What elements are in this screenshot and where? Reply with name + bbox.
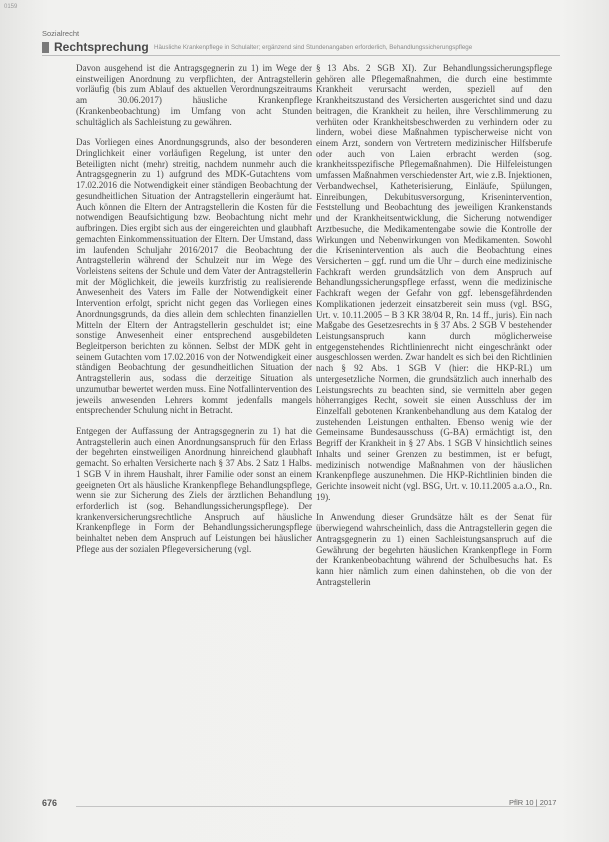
text-column-left <box>76 63 312 779</box>
footer-rule <box>76 806 546 807</box>
header-marker <box>42 42 49 53</box>
paragraph: Das Vorliegen eines Anordnungsgrunds, also der besonderen Dringlichkeit einer vorläufigen Regelung, ist unter den Beteiligten nicht (mehr) streitig, nachdem nunmehr auch die Antragsgegnerin zu 1) aufgrund des MDK-Gutachtens vom 17.02.2016 die Notwendigkeit einer ständigen Beobachtung der gesundheitlichen Situation der Antragstellerin eingeräumt hat. Auch können die Eltern der Antragstellerin die Kosten für die notwendigen Beaufsichtigung bzw. Beobachtung nicht mehr aufbringen. Dies ergibt sich aus der eingereichten und glaubhaft gemachten Einkommenssituation der Eltern. Der Umstand, dass im laufenden Schuljahr 2016/2017 die Beobachtung der Antragstellerin während der Schulzeit nur im Wege des Vorleistens seitens der Schule und dem Vater der Antragstellerin mit der Möglichkeit, die jeweils kurzfristig zu realisierende Anwesenheit des Vaters im Falle der Notwendigkeit einer Intervention erfolgt, spricht nicht gegen das Vorliegen eines Anordnungsgrunds, da dies allein dem schlechten finanziellen Mitteln der Eltern der Antragstellerin geschuldet ist; eine sonstige Anwesenheit einer entsprechend ausgebildeten Begleitperson berichten zu können. Selbst der MDK geht in seinem Gutachten vom 17.02.2016 von der Notwendigkeit einer ständigen Beobachtung der gesundheitlichen Situation der Antragstellerin aus, sodass die derzeitige Situation als unzumutbar bewertet werden muss. Eine Notfallintervention des jeweils anwesenden Lehrers kommt jedenfalls mangels entsprechender Schulung nicht in Betracht. <box>76 137 312 416</box>
paragraph: Davon ausgehend ist die Antragsgegnerin zu 1) im Wege der einstweiligen Anordnung zu verpflichten, der Antragstellerin vorläufig (bis zum Ablauf des aktuellen Verordnungszeitraums am 30.06.2017) häusliche Krankenpflege (Krankenbeobachtung) im Umfang von acht Stunden schultäglich als Sachleistung zu gewähren. <box>76 63 312 127</box>
page-title: Rechtsprechung <box>54 40 149 54</box>
page-subtitle: Häusliche Krankenpflege in Schulalter; ergänzend sind Stundenangaben erforderlich, Behandlungssicherungspflege <box>154 44 473 51</box>
paragraph: Entgegen der Auffassung der Antragsgegnerin zu 1) hat die Antragstellerin auch einen Anordnungsanspruch für den Erlass der begehrten einstweiligen Anordnung hinreichend glaubhaft gemacht. So erhalten Versicherte nach § 37 Abs. 2 Satz 1 Halbs. 1 SGB V in ihrem Haushalt, ihrer Familie oder sonst an einem geeigneten Ort als häusliche Krankenpflege Behandlungspflege, wenn sie zur Sicherung des Ziels der ärztlichen Behandlung erforderlich ist (sog. Behandlungssicherungspflege). Der krankenversicherungsrechtliche Anspruch auf häusliche Krankenpflege in Form der Behandlungssicherungspflege beinhaltet neben dem Anspruch auf Leistungen bei häuslicher Pflege aus der sozialen Pflegeversicherung (vgl. <box>76 426 312 554</box>
text-column-right <box>316 63 552 779</box>
section-label: Sozialrecht <box>42 29 80 38</box>
page-header <box>42 41 560 56</box>
paragraph: § 13 Abs. 2 SGB XI). Zur Behandlungssicherungspflege gehören alle Pflegemaßnahmen, die durch eine bestimmte Krankheit verursacht werden, speziell auf den Krankheitszustand des Versicherten ausgerichtet sind und dazu beitragen, die Krankheit zu heilen, ihre Verschlimmerung zu verhüten oder Krankheitsbeschwerden zu verhindern oder zu lindern, wobei diese Maßnahmen typischerweise nicht von einem Arzt, sondern von Vertretern medizinischer Hilfsberufe oder auch von Laien erbracht werden (sog. krankheitsspezifische Pflegemaßnahmen). Die Hilfeleistungen umfassen Maßnahmen verschiedenster Art, wie z.B. Injektionen, Verbandwechsel, Katheterisierung, Einläufe, Spülungen, Einreibungen, Dekubitusversorgung, Krisenintervention, Feststellung und Beobachtung des jeweiligen Krankenstands und der Krankheitsentwicklung, die Sicherung notwendiger Arztbesuche, die Medikamentengabe sowie die Kontrolle der Wirkungen und Nebenwirkungen von Medikamenten. Sowohl die Krisenintervention als auch die Beobachtung eines Versicherten – ggf. rund um die Uhr – durch eine medizinische Fachkraft werden grundsätzlich von dem Anspruch auf Behandlungssicherungspflege erfasst, wenn die medizinische Fachkraft wegen der Gefahr von ggf. lebensgefährdenden Komplikationen jederzeit einsatzbereit sein muss (vgl. BSG, Urt. v. 10.11.2005 – B 3 KR 38/04 R, Rn. 14 ff., juris). Ein nach Maßgabe des Gesetzesrechts in § 37 Abs. 2 SGB V bestehender Leistungsanspruch kann durch möglicherweise entgegenstehendes Richtlinienrecht nicht eingeschränkt oder ausgeschlossen werden. Zwar handelt es sich bei den Richtlinien nach § 92 Abs. 1 SGB V (hier: die HKP-RL) um untergesetzliche Normen, die grundsätzlich auch innerhalb des Leistungsrechts zu beachten sind, sie vermitteln aber gegen höherrangiges Recht, soweit sie einen Ausschluss der im Einzelfall gebotenen Krankenbehandlung aus dem Katalog der zustehenden Leistungen enthalten. Ebenso wenig wie der Gemeinsame Bundesausschuss (G-BA) ermächtigt ist, den Begriff der Krankheit in § 27 Abs. 1 SGB V hinsichtlich seines Inhalts und seiner Grenzen zu bestimmen, ist er befugt, medizinisch notwendige Maßnahmen von der häuslichen Krankenpflege auszunehmen. Die HKP-Richtlinien binden die Gerichte insoweit nicht (vgl. BSG, Urt. v. 10.11.2005 a.a.O., Rn. 19). <box>316 63 552 502</box>
top-mark: 0159 <box>4 4 18 10</box>
paragraph: In Anwendung dieser Grundsätze hält es der Senat für überwiegend wahrscheinlich, dass die Antragstellerin gegen die Antragsgegnerin zu 1) einen Sachleistungsanspruch auf die Gewährung der begehrten häuslichen Krankenpflege in Form der Krankenbeobachtung während der Schulbesuchs hat. Es kann hier nämlich zum einen dahinstehen, ob die von der Antragstellerin <box>316 512 552 587</box>
page-number: 676 <box>42 798 58 808</box>
issue-reference: PflR 10 | 2017 <box>509 798 557 807</box>
